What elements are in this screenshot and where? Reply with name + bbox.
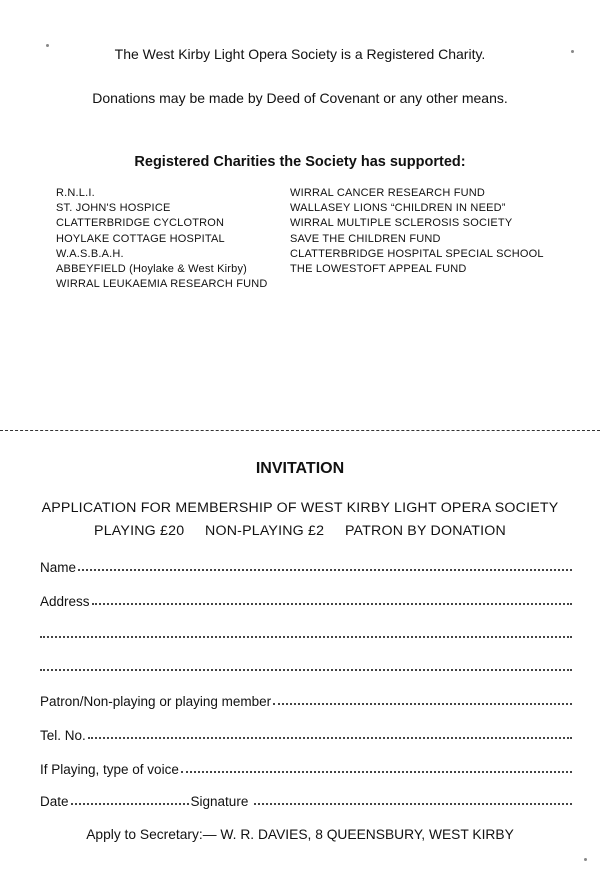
- charity-statement: The West Kirby Light Opera Society is a Registered Charity.: [114, 46, 486, 62]
- signature-line[interactable]: [254, 803, 572, 805]
- name-line[interactable]: [78, 569, 572, 571]
- tel-label: Tel. No.: [40, 728, 86, 743]
- charity-item: HOYLAKE COTTAGE HOSPITAL: [56, 232, 225, 245]
- address-line-2[interactable]: [40, 624, 572, 642]
- date-line[interactable]: [71, 803, 189, 805]
- supported-charities-heading: Registered Charities the Society has supported:: [134, 154, 466, 170]
- charity-item: R.N.L.I.: [56, 187, 95, 199]
- charity-item: W.A.S.B.A.H.: [56, 247, 124, 260]
- name-field[interactable]: [40, 557, 572, 575]
- address-field[interactable]: [40, 591, 572, 609]
- member-type-label: Patron/Non-playing or playing member: [40, 694, 272, 709]
- voice-label: If Playing, type of voice: [40, 762, 179, 777]
- charity-list-right: [290, 186, 544, 277]
- invitation-title: INVITATION: [255, 460, 345, 477]
- tel-line[interactable]: [88, 737, 572, 739]
- address-line-3[interactable]: [40, 657, 572, 675]
- donation-statement: Donations may be made by Deed of Covenant or any other means.: [92, 90, 508, 106]
- application-heading: APPLICATION FOR MEMBERSHIP OF WEST KIRBY LIGHT OPERA SOCIETY: [41, 500, 559, 516]
- tel-field[interactable]: [40, 725, 572, 743]
- charity-item: SAVE THE CHILDREN FUND: [290, 232, 441, 245]
- address-label: Address: [40, 594, 90, 609]
- membership-rates: PLAYING £20 NON-PLAYING £2 PATRON BY DONATION: [94, 523, 506, 539]
- signature-label: Signature: [190, 794, 249, 809]
- charity-item: WIRRAL MULTIPLE SCLEROSIS SOCIETY: [290, 217, 513, 230]
- charity-item: THE LOWESTOFT APPEAL FUND: [290, 263, 467, 276]
- charity-item: CLATTERBRIDGE HOSPITAL SPECIAL SCHOOL: [290, 247, 544, 260]
- voice-line[interactable]: [181, 771, 572, 773]
- scan-speck: [584, 858, 587, 861]
- secretary-address: Apply to Secretary:— W. R. DAVIES, 8 QUEENSBURY, WEST KIRBY: [86, 827, 514, 842]
- charity-item: WIRRAL LEUKAEMIA RESEARCH FUND: [56, 278, 268, 291]
- charity-item: WALLASEY LIONS “CHILDREN IN NEED”: [290, 202, 506, 215]
- address-line[interactable]: [92, 603, 572, 605]
- date-signature-field[interactable]: [40, 791, 572, 809]
- tear-off-line: [0, 430, 600, 431]
- member-type-line[interactable]: [273, 703, 572, 705]
- member-type-field[interactable]: [40, 691, 572, 709]
- name-label: Name: [40, 560, 77, 575]
- voice-field[interactable]: [40, 759, 572, 777]
- address-line[interactable]: [40, 669, 572, 671]
- charity-item: ABBEYFIELD (Hoylake & West Kirby): [56, 263, 248, 276]
- charity-item: CLATTERBRIDGE CYCLOTRON: [56, 217, 225, 230]
- charity-item: ST. JOHN'S HOSPICE: [56, 202, 171, 215]
- date-label: Date: [40, 794, 69, 809]
- address-line[interactable]: [40, 636, 572, 638]
- charity-item: WIRRAL CANCER RESEARCH FUND: [290, 187, 486, 199]
- charity-list-left: [56, 186, 268, 292]
